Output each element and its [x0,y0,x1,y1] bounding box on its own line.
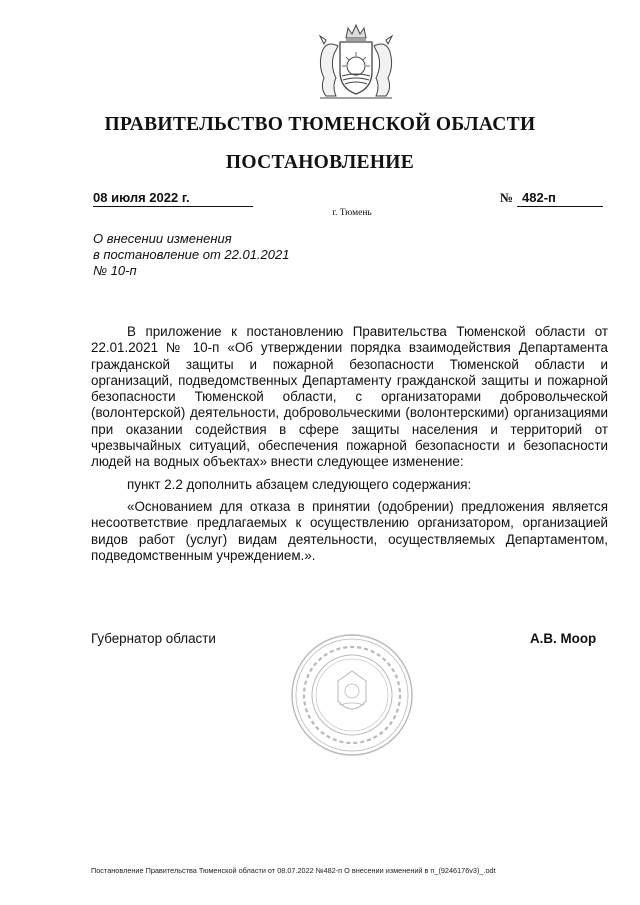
document-body [91,324,608,564]
subject-line: О внесении изменения [93,231,232,246]
document-date: 08 июля 2022 г. [93,190,253,207]
official-seal-stamp [288,631,416,759]
subject-line: в постановление от 22.01.2021 [93,247,290,262]
subject-line: № 10-п [93,263,137,278]
document-footer: Постановление Правительства Тюменской области от 08.07.2022 №482-п О внесении изменений в п_(9246176v3)_.odt [91,866,496,875]
body-paragraph: пункт 2.2 дополнить абзацем следующего содержания: [127,476,472,492]
signatory-title: Губернатор области [91,631,216,646]
document-subject [93,231,373,279]
coat-of-arms-icon [300,22,412,104]
document-number: 482-п [517,190,603,207]
number-sign: № [500,190,514,205]
government-name: ПРАВИТЕЛЬСТВО ТЮМЕНСКОЙ ОБЛАСТИ [104,114,536,135]
body-paragraph: «Основанием для отказа в принятии (одобрении) предложения является несоответствие предлагаемых к осуществлению организатором, организацией видов работ (услуг) видам деятельности, осуществляемых Департаментом, подведомственным учреждением.». [91,498,608,563]
signatory-name: А.В. Моор [530,631,597,646]
body-paragraph: В приложение к постановлению Правительства Тюменской области от 22.01.2021 № 10-п «Об утверждении порядка взаимодействия Департамента гражданской защиты и пожарной безопасности Тюменской области и организаций, подведомственных Департаменту гражданской защиты и пожарной безопасности Тюменской области, с организаторами добровольческой (волонтерской) деятельности, добровольческими (волонтерскими) организациями при оказании содействия в сфере защиты населения и территорий от чрезвычайных ситуаций, обеспечения пожарной безопасности и безопасности людей на водных объектах» внести следующее изменение: [91,324,608,470]
document-type: ПОСТАНОВЛЕНИЕ [225,152,415,173]
document-city: г. Тюмень [332,208,372,218]
